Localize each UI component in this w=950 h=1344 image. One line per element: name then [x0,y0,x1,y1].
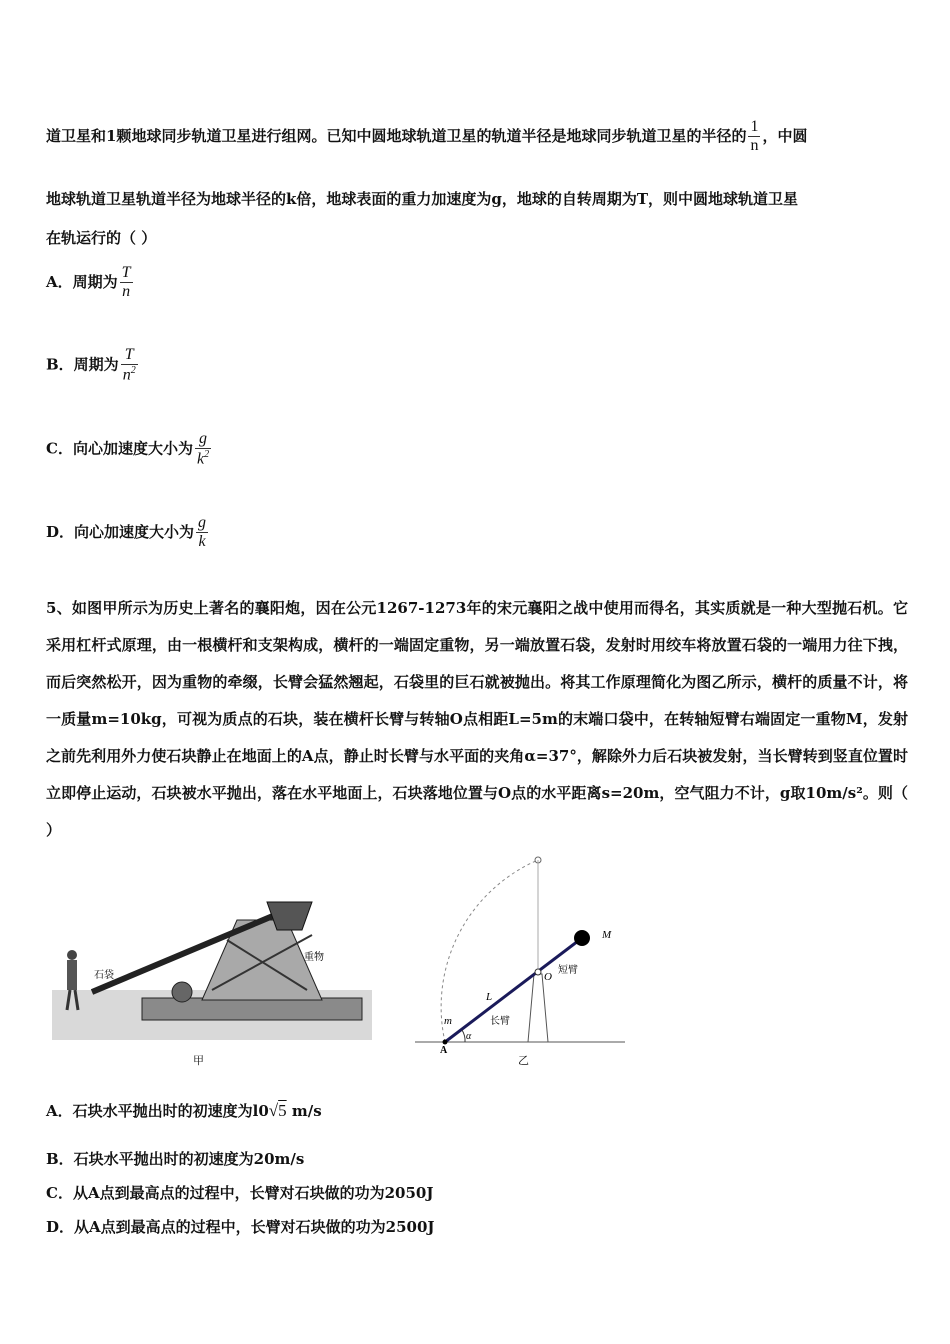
q5-stem: 5、如图甲所示为历史上著名的襄阳炮，因在公元1267-1273年的宋元襄阳之战中使用而得名，其实质就是一种大型抛石机。它采用杠杆式原理，由一根横杆和支架构成，横杆的一端固定重物，另一端放置石袋，发射时用绞车将放置石袋的一端用力往下拽，而后突然松开，因为重物的牵缀，长臂会猛然翘起，石袋里的巨石就被抛出。将其工作原理简化为图乙所示，横杆的质量不计，将一质量m=10kg，可视为质点的石块，装在横杆长臂与转轴O点相距L=5m的末端口袋中，在转轴短臂右端固定一重物M，发射之前先利用外力使石块静止在地面上的A点，静止时长臂与水平面的夹角α=37°，解除外力后石块被发射，当长臂转到竖直位置时立即停止运动，石块被水平抛出，落在水平地面上，石块落地位置与O点的水平距离s=20m，空气阻力不计，g取10m/s²。则（ ） [46,599,908,839]
fraction-denominator [120,283,133,301]
winch [172,982,192,1002]
option-fraction [195,430,211,469]
soldier-head [67,950,77,960]
label-stone-bag: 石袋 [94,970,114,981]
fraction-denominator [196,533,208,551]
q4-option-d [46,514,210,552]
soldier-body [67,960,77,990]
fraction-numerator: T [120,264,133,283]
sqrt-sign: √5 [268,1101,287,1120]
option-label: D．向心加速度大小为 [46,522,195,541]
weight-M [574,930,590,946]
label-short-arm: 短臂 [558,965,578,976]
q4-line-1 [46,118,807,156]
option-label: A．石块水平抛出时的初速度为l0 [46,1102,269,1120]
sqrt-radicand: 5 [278,1101,287,1120]
lever-arm [445,938,582,1042]
label-alpha: α [466,1031,472,1042]
base-frame [142,998,362,1020]
option-label: B．周期为 [46,355,119,374]
den-exponent: 2 [130,365,136,377]
fraction-denominator [121,365,138,385]
label-M: M [602,929,612,941]
q4-line-2: 地球轨道卫星轨道半径为地球半径的k倍，地球表面的重力加速度为g，地球的自转周期为T，则中圆地球轨道卫星 [46,190,799,208]
den-base: n [122,366,131,384]
label-L: L [486,991,493,1003]
den-exponent: 2 [204,449,210,461]
q4-ratio-fraction [748,118,760,156]
figure-caption-jia: 甲 [193,1054,204,1067]
label-m: m [444,1015,452,1027]
option-fraction [121,346,138,385]
den-base: n [122,283,131,301]
q5-option-c: C．从A点到最高点的过程中，长臂对石块做的功为2050J [46,1184,434,1202]
q5-option-a [46,1100,322,1121]
q4-line-3: 在轨运行的（ ） [46,229,157,247]
fraction-numerator: g [196,514,208,533]
fraction-numerator: g [195,430,211,449]
q4-option-b [46,346,140,385]
q4-line1-tail: ，中圆 [762,126,808,145]
q5-option-b: B．石块水平抛出时的初速度为20m/s [46,1150,305,1168]
fraction-numerator: 1 [748,118,760,137]
lever-diagram [410,850,635,1055]
den-base: k [198,533,206,551]
pivot-stand [528,974,548,1042]
fraction-denominator: n [750,137,759,155]
option-label: A．周期为 [46,272,118,291]
trebuchet-illustration [52,880,372,1045]
trajectory-arc [441,860,538,1042]
q4-option-c [46,430,213,469]
option-label: C．向心加速度大小为 [46,439,193,458]
option-fraction [120,264,133,302]
pivot-O [535,969,541,975]
q4-option-a [46,264,135,302]
label-weight: 重物 [304,952,324,963]
option-unit: m/s [291,1102,322,1120]
fraction-denominator [195,449,211,469]
q5-option-d: D．从A点到最高点的过程中，长臂对石块做的功为2500J [46,1218,435,1236]
fraction-numerator: T [121,346,138,365]
den-base: k [196,450,205,468]
q4-line1-text: 道卫星和1颗地球同步轨道卫星进行组网。已知中圆地球轨道卫星的轨道半径是地球同步轨道卫星的半径的 [46,126,747,145]
point-A [443,1040,448,1045]
label-long-arm: 长臂 [490,1016,510,1027]
option-fraction [196,514,208,552]
label-O: O [544,971,552,983]
angle-arc [462,1030,465,1042]
figure-caption-yi: 乙 [518,1054,529,1067]
label-A: A [440,1045,448,1055]
